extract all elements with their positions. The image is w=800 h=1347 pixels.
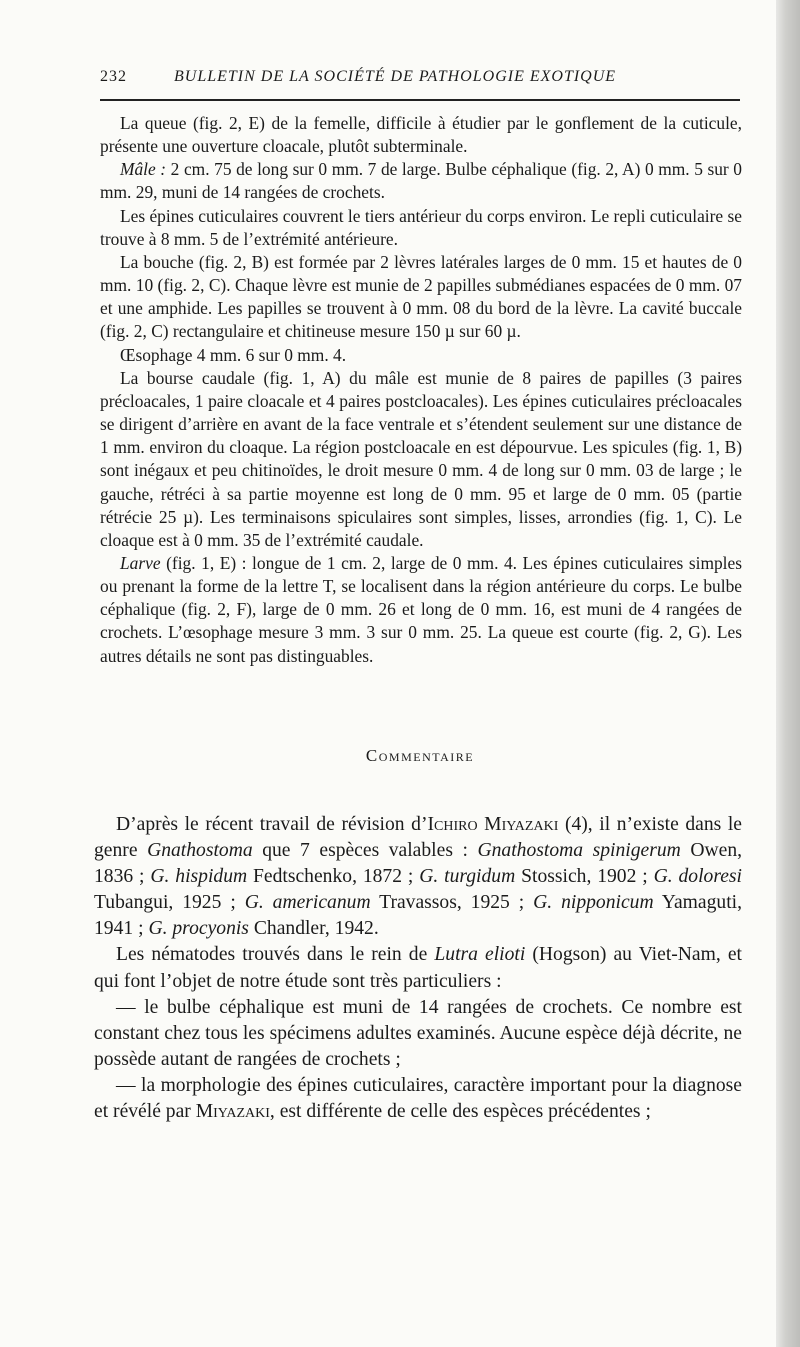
italic-text: G. americanum [244,892,371,914]
text-run: 2 cm. 75 de long sur 0 mm. 7 de large. Bulbe céphalique (fig. 2, A) 0 mm. 5 sur 0 mm. 29, muni de 14 rangées de crochets. [100,159,742,203]
author-name: Ichiro Miyazaki [427,814,559,835]
section-title: Commentaire [365,746,475,765]
header-rule [100,99,740,101]
paragraph [94,942,742,994]
text-run: Stossich, 1902 ; [515,866,654,888]
italic-text: G. hispidum [150,866,248,888]
text-run: Fedtschenko, 1872 ; [247,866,420,888]
description-section [100,112,742,668]
text-run: La queue (fig. 2, E) de la femelle, difficile à étudier par le gonflement de la cuticule, présente une ouverture cloacale, plutôt subterminale. [100,113,742,157]
text-run: (fig. 1, E) : longue de 1 cm. 2, large de 0 mm. 4. Les épines cuticulaires simples ou prenant la forme de la lettre T, se localisent dans la région antérieure du corps. Le bulbe céphalique (fig. 2, F), large de 0 mm. 26 et long de 0 mm. 16, est muni de 4 rangées de crochets. L’œsophage mesure 3 mm. 3 sur 0 mm. 25. La queue est courte (fig. 2, G). Les autres détails ne sont pas distinguables. [100,552,742,666]
text-run: D’après le récent travail de révision d’ [116,814,428,835]
text-run: (Hogson) au Viet-Nam, et qui font l’objet de notre étude sont très particuliers : [94,944,742,992]
paragraph [100,552,742,668]
text-run: Tubangui, 1925 ; [94,892,245,914]
journal-title: BULLETIN DE LA SOCIÉTÉ DE PATHOLOGIE EXOTIQUE [174,68,617,85]
text-run: , est différente de celle des espèces précédentes ; [269,1101,651,1123]
italic-text: G. doloresi [653,866,742,888]
text-run: Les nématodes trouvés dans le rein de [116,944,435,966]
italic-text: G. turgidum [419,866,516,888]
italic-text: G. procyonis [148,918,249,940]
text-run: (4), il n’existe dans le genre [94,814,742,862]
commentary-section [94,812,742,1125]
italic-text: Gnathostoma [147,840,253,862]
text-run: — la morphologie des épines cuticulaires, caractère important pour la diagnose et révélé par [94,1074,742,1123]
paragraph [100,344,742,367]
page-gutter-shadow [776,0,800,1347]
text-run: Œsophage 4 mm. 6 sur 0 mm. 4. [120,344,347,365]
paragraph [94,1073,742,1125]
italic-text: G. nipponicum [533,892,654,914]
italic-text: Lutra elioti [434,944,526,966]
text-run: La bourse caudale (fig. 1, A) du mâle est munie de 8 paires de papilles (3 paires précloacales, 1 paire cloacale et 4 paires postcloacales). Les épines cuticulaires précloacales se dirigent d’arrière en avant de la face ventrale et s’étendent seulement sur une distance de 1 mm. environ du cloaque. La région postcloacale en est dépourvue. Les spicules (fig. 1, B) sont inégaux et peu chitinoïdes, le droit mesure 0 mm. 4 de long sur 0 mm. 03 de large ; le gauche, rétréci à sa partie moyenne est long de 0 mm. 95 et large de 0 mm. 05 (partie rétrécie 25 µ). Les terminaisons spiculaires sont simples, lisses, arrondies (fig. 1, C). Le cloaque est à 0 mm. 35 de l’extrémité caudale. [100,367,742,550]
text-run: Owen, 1836 ; [94,840,743,888]
paragraph [100,367,742,552]
author-name: Miyazaki [195,1101,270,1123]
paragraph [94,812,742,942]
paragraph [100,158,742,204]
text-run: Yamaguti, 1941 ; [94,892,742,940]
italic-text: Larve [120,552,161,573]
text-run: Chandler, 1942. [248,918,379,940]
page-number: 232 [100,68,127,85]
paragraph [100,205,742,251]
text-run: Les épines cuticulaires couvrent le tiers antérieur du corps environ. Le repli cuticulaire se trouve à 8 mm. 5 de l’extrémité antérieure. [100,205,742,249]
paragraph [100,112,742,158]
text-run: Travassos, 1925 ; [370,892,534,914]
text-run: — le bulbe céphalique est muni de 14 rangées de crochets. Ce nombre est constant chez tous les spécimens adultes examinés. Aucune espèce déjà décrite, ne possède autant de rangées de crochets ; [94,996,742,1070]
paragraph [94,995,742,1073]
paragraph [100,251,742,344]
text-run: La bouche (fig. 2, B) est formée par 2 lèvres latérales larges de 0 mm. 15 et hautes de 0 mm. 10 (fig. 2, C). Chaque lèvre est munie de 2 papilles submédianes espacées de 0 mm. 07 et une amphide. Les papilles se trouvent à 0 mm. 08 du bord de la lèvre. La cavité buccale (fig. 2, C) rectangulaire et chitineuse mesure 150 µ sur 60 µ. [100,251,742,342]
text-run: que 7 espèces valables : [252,840,478,862]
italic-text: Mâle : [120,159,167,180]
italic-text: Gnathostoma spinigerum [477,840,681,862]
